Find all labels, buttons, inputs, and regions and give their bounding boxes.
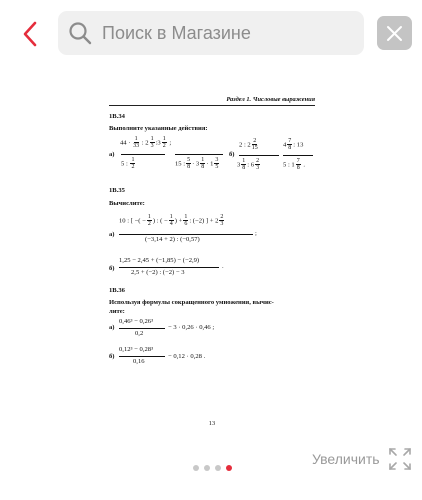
expr-34b-den xyxy=(237,158,261,172)
numerator: 2 xyxy=(256,158,260,164)
math-text: : 13 xyxy=(293,141,304,149)
problem-id: 1В.35 xyxy=(109,187,125,194)
expr-36a-den: 0,2 xyxy=(135,330,144,337)
math-text: 3 xyxy=(237,161,241,169)
problem-instruction: Выполните указанные действия: xyxy=(109,125,208,132)
expr-34a-num: 44 · $\frac{1}{33}$ : 2 $\frac{1}{3}$ :3 $\frac{1}{2}$ ; xyxy=(120,136,172,150)
denominator: 2 xyxy=(131,164,135,171)
fraction xyxy=(200,157,205,171)
label-b: б) xyxy=(109,265,115,272)
fraction xyxy=(130,157,135,171)
math-text: · 3 xyxy=(192,160,200,168)
numerator: 3 xyxy=(215,157,219,163)
denominator: 3 xyxy=(220,221,224,228)
denominator: 6 xyxy=(184,221,188,228)
math-text: ) + xyxy=(174,217,183,225)
fraction xyxy=(255,158,260,172)
numerator: 5 xyxy=(187,157,191,163)
fraction xyxy=(252,138,258,152)
expr-35a-num xyxy=(119,214,225,228)
period: . xyxy=(222,263,224,270)
label-a: а) xyxy=(109,324,115,331)
numerator: 1 xyxy=(242,158,246,164)
fraction xyxy=(241,158,246,172)
expr-34b-num xyxy=(239,138,259,152)
math-text: 4 xyxy=(283,141,287,149)
header-rule xyxy=(109,105,315,106)
page-dot-active[interactable] xyxy=(226,465,232,471)
numerator: 2 xyxy=(220,214,224,220)
fraction xyxy=(183,214,188,228)
numerator: 1 xyxy=(147,214,151,220)
label-a: а) xyxy=(109,231,115,238)
math-text: · 1 xyxy=(206,160,214,168)
search-input[interactable] xyxy=(102,17,352,49)
fraction-bar xyxy=(119,267,219,268)
expr-34a-den xyxy=(121,157,136,171)
denominator: 8 xyxy=(201,164,205,171)
numerator: 7 xyxy=(296,158,300,164)
problem-id: 1В.36 xyxy=(109,287,125,294)
numerator: 7 xyxy=(288,138,292,144)
math-text: 2 xyxy=(145,139,149,147)
expr-36a-num: 0,46³ − 0,26³ xyxy=(119,318,154,325)
numerator: 1 xyxy=(131,157,135,163)
page-dot[interactable] xyxy=(215,465,221,471)
label-b: б) xyxy=(109,353,115,360)
page-indicator xyxy=(193,464,233,472)
fraction-bar xyxy=(175,154,223,155)
numerator: 1 xyxy=(150,136,154,142)
document-page[interactable] xyxy=(101,88,323,440)
search-field[interactable] xyxy=(58,11,364,55)
denominator: 33 xyxy=(133,143,140,150)
label-b: б) xyxy=(229,151,235,158)
fraction-bar xyxy=(283,155,313,156)
problem-id: 1В.34 xyxy=(109,113,125,120)
close-icon xyxy=(386,25,403,42)
zoom-label: Увеличить xyxy=(312,451,380,467)
numerator: 1 xyxy=(162,136,166,142)
chevron-left-icon xyxy=(18,19,44,49)
fraction-bar xyxy=(119,356,165,357)
numerator: 1 xyxy=(134,136,138,142)
numerator: 2 xyxy=(253,138,257,144)
fraction xyxy=(147,214,152,228)
running-header: Раздел 1. Числовые выражения xyxy=(226,96,315,103)
expr-36b-tail: − 0,12 · 0,28 . xyxy=(168,353,206,360)
fraction-bar xyxy=(121,154,165,155)
page-dot[interactable] xyxy=(193,465,199,471)
denominator: 3 xyxy=(150,143,154,150)
fraction-bar xyxy=(119,234,253,235)
denominator: 8 xyxy=(296,165,300,172)
math-text: 5 : 1 xyxy=(283,161,295,169)
fraction xyxy=(169,214,174,228)
fraction xyxy=(150,136,155,150)
expr-34a-den2 xyxy=(175,157,220,171)
math-text: : xyxy=(141,139,144,147)
fraction xyxy=(214,157,219,171)
numerator: 1 xyxy=(184,214,188,220)
zoom-button[interactable] xyxy=(312,447,412,471)
semicolon: ; xyxy=(255,230,257,237)
expr-36a-tail: − 3 · 0,26 · 0,46 ; xyxy=(168,324,215,331)
expr-34b-den2: 5 : 1 $\frac{7}{8}$ . xyxy=(283,158,306,172)
denominator: 2 xyxy=(162,143,166,150)
expr-35b-num: 1,25 − 2,45 + (−1,85) − (−2,9) xyxy=(119,257,200,264)
fraction xyxy=(219,214,224,228)
math-text: : (−2) ] + 2 xyxy=(189,217,219,225)
search-icon xyxy=(68,21,92,45)
fraction-bar xyxy=(239,155,279,156)
label-a: а) xyxy=(109,151,115,158)
expr-36b-num: 0,12³ − 0,28³ xyxy=(119,346,154,353)
denominator: 8 xyxy=(242,165,246,172)
numerator: 1 xyxy=(169,214,173,220)
expr-36b-den: 0,16 xyxy=(133,358,145,365)
numerator: 1 xyxy=(201,157,205,163)
math-text: : 6 xyxy=(247,161,255,169)
fraction xyxy=(186,157,191,171)
math-text: ) : ( − xyxy=(152,217,168,225)
math-text: 10 : [ −( − xyxy=(119,217,146,225)
denominator: 4 xyxy=(169,221,173,228)
expr-35a-den: (−3,14 + 2) : (−0,57) xyxy=(145,236,200,243)
expand-icon xyxy=(388,447,412,471)
math-text: 15 : xyxy=(175,160,186,168)
denominator: 3 xyxy=(256,165,260,172)
problem-instruction: Вычислите: xyxy=(109,200,145,207)
math-text: 2 : 2 xyxy=(239,141,251,149)
top-bar xyxy=(0,0,422,66)
close-button[interactable] xyxy=(377,16,412,50)
fraction-bar xyxy=(119,328,165,329)
fraction xyxy=(296,158,301,172)
fraction xyxy=(162,136,167,150)
math-text: 5 : xyxy=(121,160,128,168)
math-text: :3 xyxy=(155,139,161,147)
denominator: 2 xyxy=(147,221,151,228)
denominator: 15 xyxy=(251,145,258,152)
denominator: 5 xyxy=(215,164,219,171)
problem-instruction-cont: лите: xyxy=(109,308,125,315)
back-button[interactable] xyxy=(18,19,44,49)
page-dot[interactable] xyxy=(204,465,210,471)
problem-instruction: Используя формулы сокращенного умножения, вычис- xyxy=(109,299,274,306)
fraction xyxy=(287,138,292,152)
expr-34b-num2 xyxy=(283,138,303,152)
fraction xyxy=(133,136,139,150)
expr-35b-den: 2,5 + (−2) : (−2) − 3 xyxy=(131,269,185,276)
page-number: 13 xyxy=(208,420,216,427)
math-text: 44 · xyxy=(120,139,131,147)
denominator: 8 xyxy=(288,145,292,152)
denominator: 8 xyxy=(187,164,191,171)
